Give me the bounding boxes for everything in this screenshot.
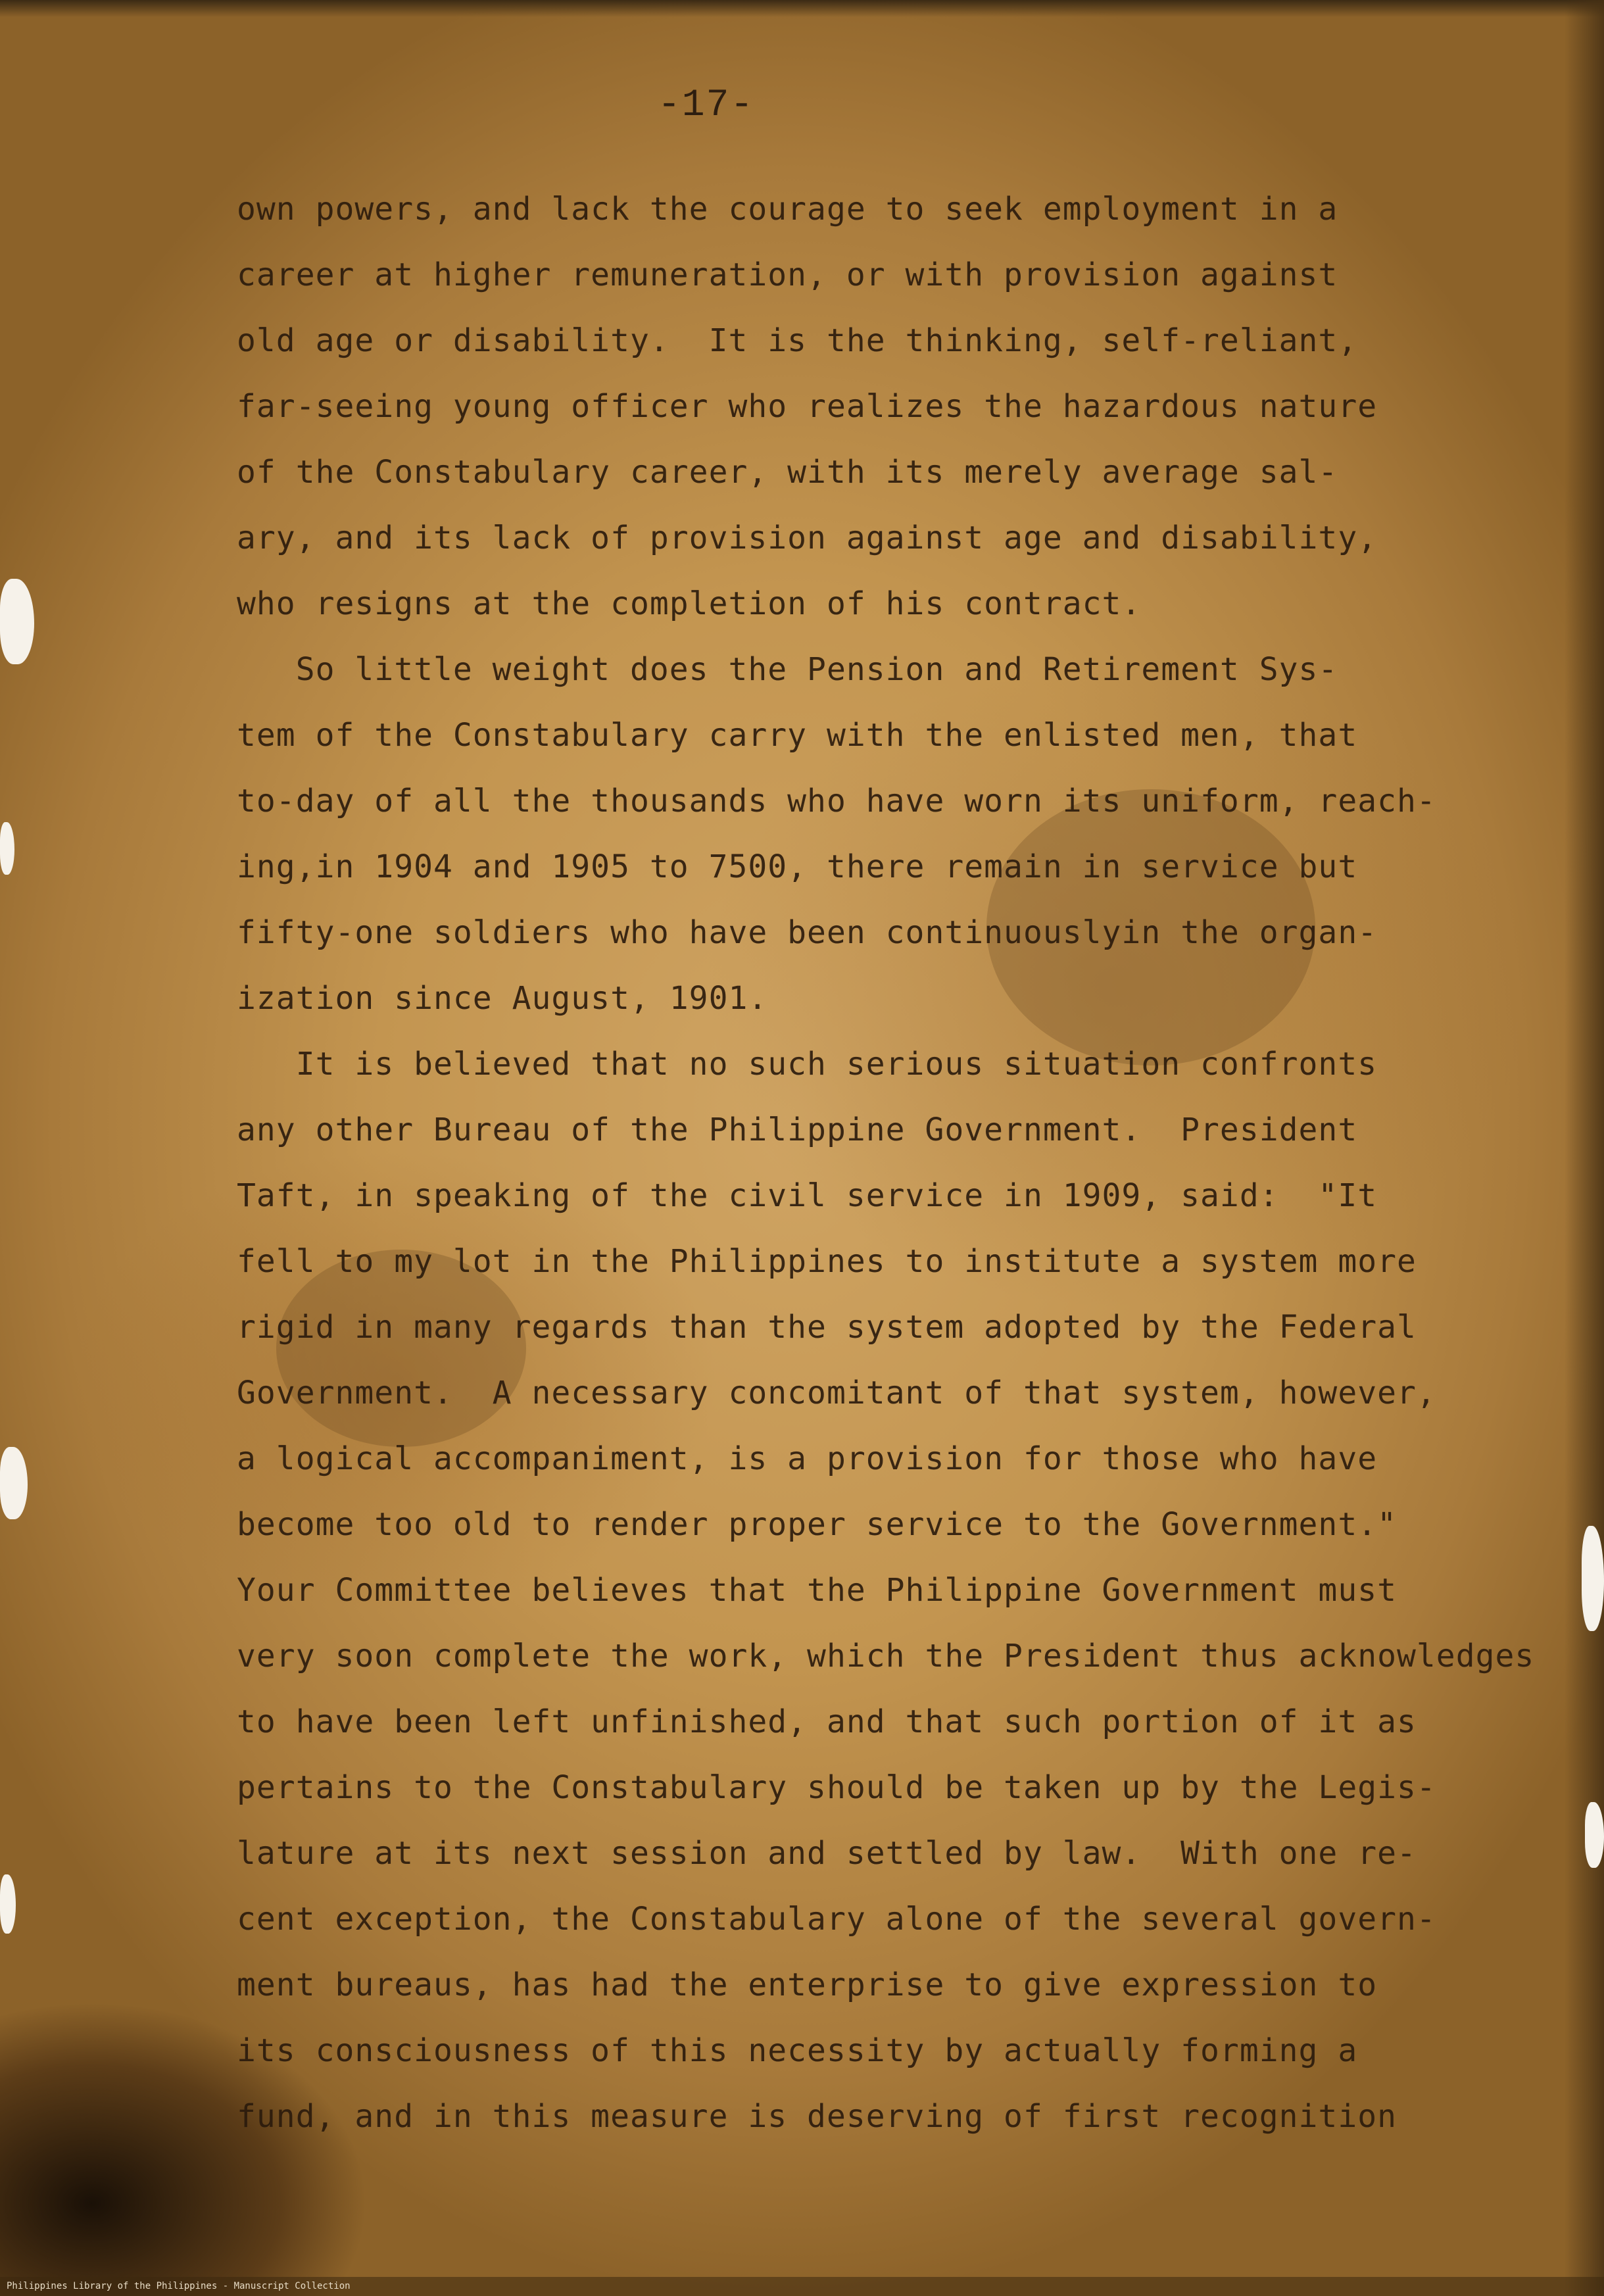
- text-line: cent exception, the Constabulary alone of the several govern-: [237, 1901, 1436, 1938]
- paper-tear-left: [0, 1447, 28, 1519]
- text-line: Government. A necessary concomitant of that system, however,: [237, 1375, 1436, 1411]
- text-line: of the Constabulary career, with its merely average sal-: [237, 454, 1338, 491]
- text-line: become too old to render proper service to the Government.": [237, 1506, 1397, 1543]
- page-number: -17-: [658, 84, 755, 127]
- text-line: Your Committee believes that the Philippine Government must: [237, 1572, 1397, 1609]
- text-line: fell to my lot in the Philippines to institute a system more: [237, 1243, 1417, 1280]
- paper-tear-left: [0, 579, 34, 664]
- text-line: who resigns at the completion of his contract.: [237, 585, 1142, 622]
- text-line: fund, and in this measure is deserving of first recognition: [237, 2098, 1397, 2135]
- text-line: career at higher remuneration, or with provision against: [237, 256, 1338, 293]
- text-line: So little weight does the Pension and Retirement Sys-: [237, 651, 1338, 688]
- text-line: tem of the Constabulary carry with the enlisted men, that: [237, 717, 1358, 754]
- text-line: pertains to the Constabulary should be taken up by the Legis-: [237, 1769, 1436, 1806]
- text-line: own powers, and lack the courage to seek employment in a: [237, 191, 1338, 228]
- text-line: ment bureaus, has had the enterprise to give expression to: [237, 1966, 1378, 2003]
- text-line: its consciousness of this necessity by actually forming a: [237, 2032, 1358, 2069]
- text-line: It is believed that no such serious situation confronts: [237, 1046, 1378, 1083]
- paper-tear-left: [0, 822, 14, 875]
- text-line: ing,in 1904 and 1905 to 7500, there remain in service but: [237, 848, 1358, 885]
- text-line: rigid in many regards than the system adopted by the Federal: [237, 1309, 1417, 1346]
- text-line: to-day of all the thousands who have worn its uniform, reach-: [237, 783, 1436, 819]
- text-line: fifty-one soldiers who have been continuouslyin the organ-: [237, 914, 1378, 951]
- paper-tear-left: [0, 1874, 16, 1934]
- top-edge-shadow: [0, 0, 1604, 17]
- text-line: to have been left unfinished, and that such portion of it as: [237, 1703, 1417, 1740]
- text-line: ization since August, 1901.: [237, 980, 768, 1017]
- text-line: lature at its next session and settled by law. With one re-: [237, 1835, 1417, 1872]
- text-line: ary, and its lack of provision against age and disability,: [237, 520, 1378, 556]
- text-line: very soon complete the work, which the President thus acknowledges: [237, 1638, 1535, 1674]
- typed-text-body: [237, 176, 1592, 2149]
- archive-footer: Philippines Library of the Philippines - Manuscript Collection: [7, 2281, 351, 2291]
- text-line: far-seeing young officer who realizes the hazardous nature: [237, 388, 1378, 425]
- text-line: a logical accompaniment, is a provision for those who have: [237, 1440, 1378, 1477]
- text-line: old age or disability. It is the thinking, self-reliant,: [237, 322, 1358, 359]
- text-line: any other Bureau of the Philippine Government. President: [237, 1111, 1358, 1148]
- text-line: Taft, in speaking of the civil service in 1909, said: "It: [237, 1177, 1378, 1214]
